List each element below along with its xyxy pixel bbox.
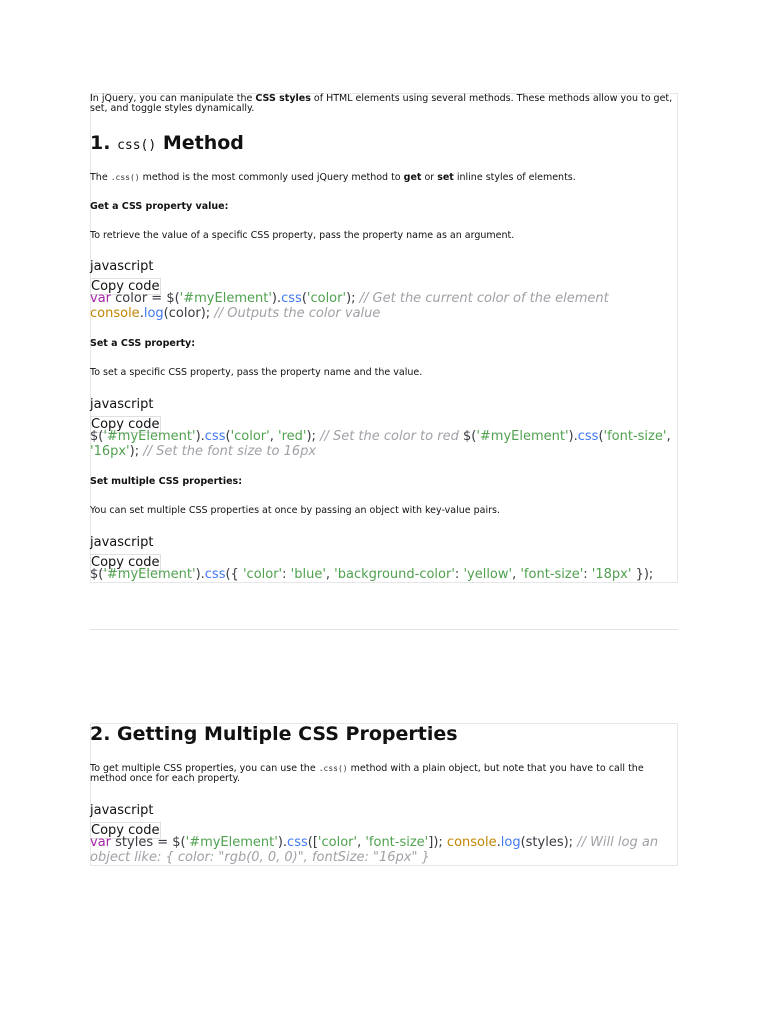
- get-property-description: To retrieve the value of a specific CSS property, pass the property name as an argument.: [90, 230, 515, 241]
- code-text: (color);: [163, 306, 215, 321]
- desc-text: To get multiple CSS properties, you can use the: [90, 763, 319, 774]
- section-number: 1.: [90, 132, 111, 154]
- set-property-description: To set a specific CSS property, pass the property name and the value.: [90, 367, 423, 378]
- code-text: ).: [568, 429, 578, 444]
- code-block-get-multiple: [90, 835, 678, 865]
- desc-text: The: [90, 172, 111, 183]
- code-text: });: [631, 567, 654, 582]
- code-comment: // Get the current color of the element: [359, 291, 609, 306]
- code-string: 'background-color': [334, 567, 455, 582]
- get-property-heading: Get a CSS property value:: [90, 201, 229, 212]
- heading-title: Method: [162, 132, 244, 154]
- code-block-set-multiple: [90, 567, 678, 582]
- code-comment: // Will log an object like: { color: "rgb(0, 0, 0)", fontSize: "16px" }: [90, 835, 659, 865]
- section-divider: [90, 629, 678, 630]
- code-string: '#myElement': [179, 291, 272, 306]
- code-text: ,: [357, 835, 366, 850]
- code-string: 'font-size': [520, 567, 584, 582]
- code-string: 'font-size': [365, 835, 429, 850]
- code-string: '#myElement': [476, 429, 569, 444]
- code-text: ).: [195, 567, 205, 582]
- intro-bold: CSS styles: [255, 93, 311, 104]
- code-language-label: javascript: [90, 397, 154, 412]
- code-text: :: [282, 567, 291, 582]
- code-function: log: [500, 835, 521, 850]
- code-text: $(: [90, 567, 104, 582]
- code-language-label: javascript: [90, 535, 154, 550]
- code-keyword: var: [90, 835, 112, 850]
- code-block-set: [90, 429, 678, 459]
- code-comment: // Set the color to red: [320, 429, 459, 444]
- code-string: 'blue': [290, 567, 326, 582]
- code-text: $(: [90, 429, 104, 444]
- section-1-description: [90, 173, 678, 183]
- intro-text: In jQuery, you can manipulate the: [90, 93, 256, 104]
- code-text: ).: [277, 835, 288, 850]
- section-2-description: [90, 764, 678, 784]
- code-object: console: [446, 835, 497, 850]
- copy-code-button[interactable]: Copy code: [91, 279, 160, 294]
- code-text: ,: [512, 567, 521, 582]
- code-string: 'yellow': [463, 567, 513, 582]
- code-string: '#myElement': [103, 429, 196, 444]
- code-object: console: [90, 306, 140, 321]
- code-block-get: [90, 291, 678, 321]
- code-string: '18px': [591, 567, 632, 582]
- code-text: ([: [307, 835, 318, 850]
- code-string: 'color': [306, 291, 347, 306]
- desc-text: or: [421, 172, 438, 183]
- code-text: :: [583, 567, 592, 582]
- code-text: color = $(: [111, 291, 180, 306]
- code-line: [90, 429, 678, 459]
- intro-text-end: of HTML elements using several methods. These methods allow you to get, set, and toggle styles dynamically.: [90, 93, 673, 114]
- code-text: );: [306, 429, 321, 444]
- code-function: css: [204, 567, 226, 582]
- code-text: );: [346, 291, 360, 306]
- section-1-heading: [90, 131, 678, 158]
- code-string: '#myElement': [103, 567, 196, 582]
- inline-code: .css(): [318, 764, 348, 773]
- code-text: ]);: [428, 835, 447, 850]
- code-keyword: var: [90, 291, 112, 306]
- section-2-heading: 2. Getting Multiple CSS Properties: [90, 723, 458, 745]
- code-text: .: [139, 306, 144, 321]
- code-text: $(: [458, 429, 477, 444]
- code-line: [90, 306, 678, 321]
- set-multiple-heading: Set multiple CSS properties:: [90, 476, 243, 487]
- code-string: '16px': [90, 444, 130, 459]
- code-text: (: [301, 291, 307, 306]
- code-text: (styles);: [520, 835, 578, 850]
- desc-text: method is the most commonly used jQuery method to: [139, 172, 404, 183]
- code-text: ({: [225, 567, 243, 582]
- code-line: [90, 291, 678, 306]
- set-multiple-description: You can set multiple CSS properties at once by passing an object with key-value pairs.: [90, 505, 500, 516]
- code-text: (: [225, 429, 231, 444]
- desc-bold-set: set: [437, 172, 454, 183]
- code-function: log: [143, 306, 164, 321]
- code-language-label: javascript: [90, 803, 154, 818]
- desc-text: method with a plain object, but note that you have to call the method once for each property.: [90, 763, 644, 784]
- code-comment: // Set the font size to 16px: [143, 444, 317, 459]
- code-text: ,: [325, 567, 335, 582]
- code-text: );: [129, 444, 144, 459]
- code-text: styles = $(: [111, 835, 186, 850]
- code-string: '#myElement': [185, 835, 278, 850]
- code-text: .: [496, 835, 501, 850]
- inline-code: .css(): [110, 173, 140, 182]
- code-comment: // Outputs the color value: [214, 306, 381, 321]
- code-function: css: [287, 835, 308, 850]
- code-language-label: javascript: [90, 259, 154, 274]
- code-function: css: [577, 429, 599, 444]
- code-text: ,: [666, 429, 671, 444]
- code-line: [90, 567, 678, 582]
- desc-bold-get: get: [403, 172, 422, 183]
- set-property-heading: Set a CSS property:: [90, 338, 196, 349]
- code-text: ).: [271, 291, 282, 306]
- desc-text: inline styles of elements.: [453, 172, 576, 183]
- code-text: ).: [195, 429, 205, 444]
- code-text: (: [598, 429, 604, 444]
- copy-code-button[interactable]: Copy code: [91, 417, 160, 432]
- code-function: css: [281, 291, 302, 306]
- copy-code-button[interactable]: Copy code: [91, 823, 160, 838]
- heading-code: css(): [117, 138, 157, 153]
- code-line: [90, 835, 678, 865]
- code-string: 'color': [242, 567, 283, 582]
- intro-paragraph: [90, 94, 678, 114]
- code-string: 'red': [278, 429, 307, 444]
- code-string: 'color': [317, 835, 358, 850]
- code-text: :: [454, 567, 464, 582]
- copy-code-button[interactable]: Copy code: [91, 555, 160, 570]
- code-function: css: [204, 429, 226, 444]
- code-text: ,: [269, 429, 278, 444]
- code-string: 'color': [230, 429, 270, 444]
- code-string: 'font-size': [603, 429, 667, 444]
